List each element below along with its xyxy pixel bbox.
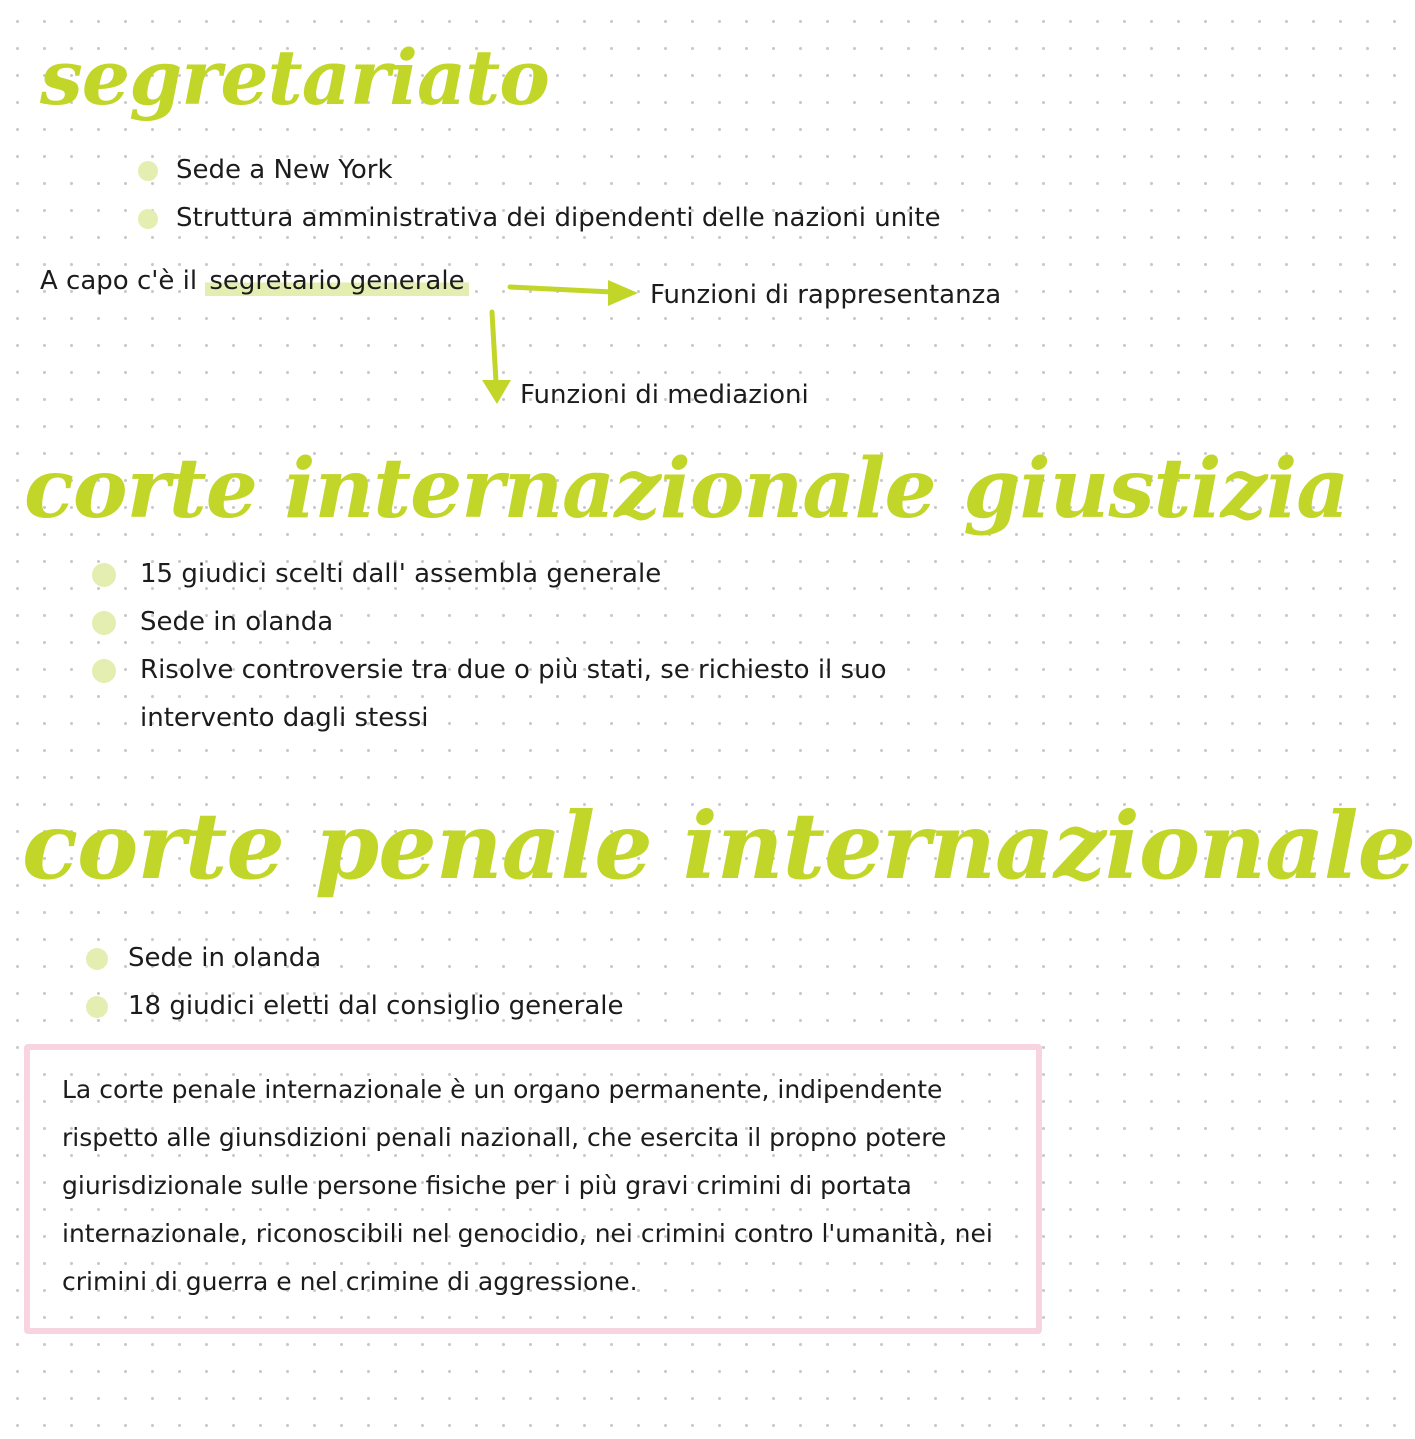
list-item <box>92 598 992 646</box>
bullet-dot-icon <box>86 948 108 970</box>
head-prefix: A capo c'è il <box>40 266 198 296</box>
bullet-text: Sede in olanda <box>140 607 334 637</box>
list-item <box>92 646 992 742</box>
list-item <box>86 934 623 982</box>
bullet-dot-icon <box>92 659 116 683</box>
bullet-text: Risolve controversie tra due o più stati, se richiesto il suo intervento dagli stessi <box>140 655 887 733</box>
corte-giustizia-bullet-list <box>92 550 992 742</box>
corte-penale-bullet-list <box>86 934 623 1030</box>
bullet-text: 18 giudici eletti dal consiglio generale <box>128 991 624 1021</box>
head-highlight: segretario generale <box>205 266 468 296</box>
function-rappresentanza: Funzioni di rappresentanza <box>650 280 1002 310</box>
list-item <box>92 550 992 598</box>
section-title-corte-penale: corte penale internazionale <box>22 792 1415 900</box>
bullet-text: 15 giudici scelti dall' assembla generale <box>140 559 662 589</box>
arrow-right-icon <box>510 280 638 306</box>
bullet-text: Struttura amministrativa dei dipendenti delle nazioni unite <box>176 203 941 233</box>
function-mediazioni: Funzioni di mediazioni <box>520 380 809 410</box>
arrow-down-icon <box>482 312 511 404</box>
definition-text: La corte penale internazionale è un organo permanente, indipendente rispetto alle giunsdizioni penali nazionall, che esercita il propno potere giurisdizionale sulle persone fisiche per i più gravi crimini di portata internazionale, riconoscibili nel genocidio, nei crimini contro l'umanità, nei crimini di guerra e nel crimine di aggressione. <box>62 1075 993 1296</box>
section-title-corte-giustizia: corte internazionale giustizia <box>24 441 1349 537</box>
function-arrows <box>0 0 1080 420</box>
bullet-dot-icon <box>86 996 108 1018</box>
definition-box <box>24 1044 1042 1334</box>
bullet-text: Sede a New York <box>176 155 393 185</box>
bullet-dot-icon <box>92 611 116 635</box>
bullet-text: Sede in olanda <box>128 943 322 973</box>
section-title-segretariato: segretariato <box>40 33 549 122</box>
list-item <box>86 982 623 1030</box>
bullet-dot-icon <box>92 563 116 587</box>
